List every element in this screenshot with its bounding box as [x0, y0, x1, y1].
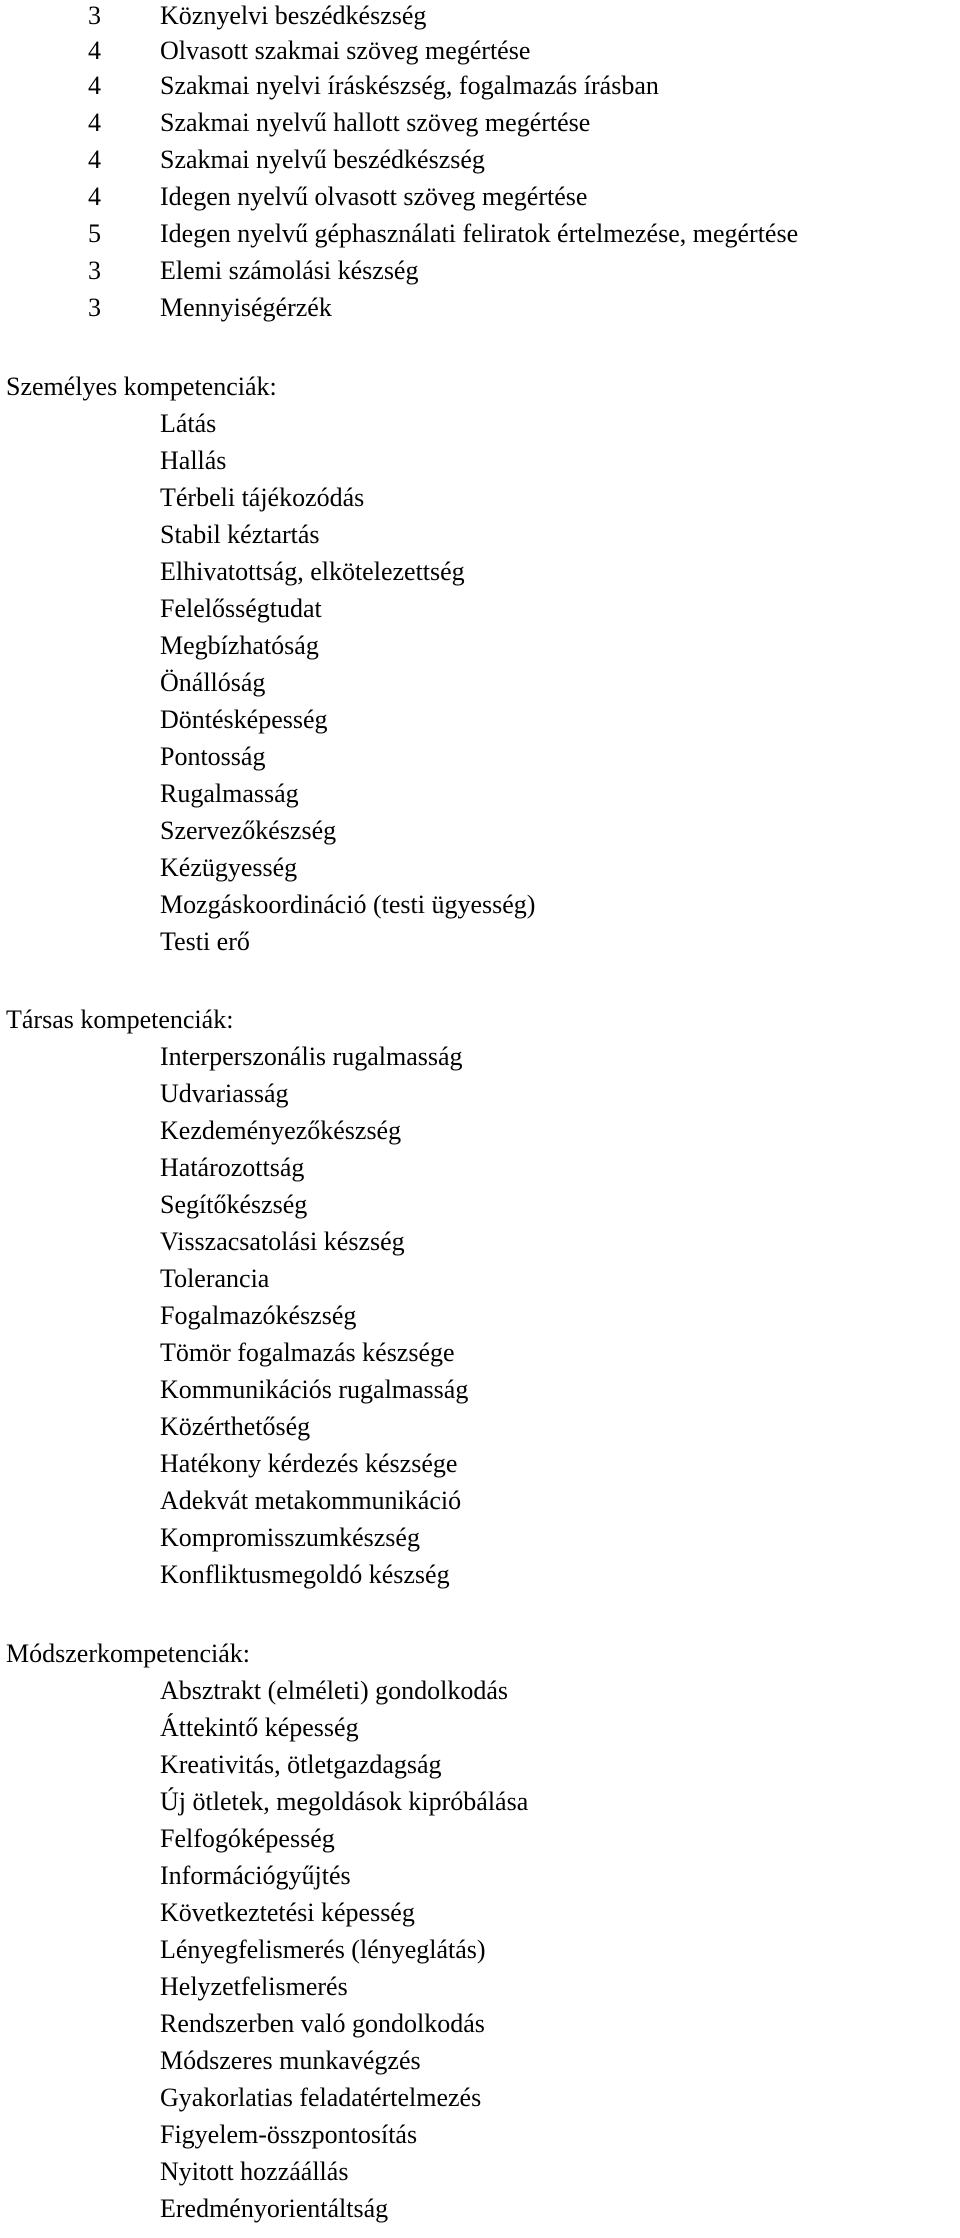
skill-level-number: 5 — [88, 219, 101, 248]
skill-level-number: 4 — [88, 182, 101, 211]
skill-level-name: Mennyiségérzék — [160, 293, 332, 322]
list-item: Nyitott hozzáállás — [160, 2157, 349, 2186]
list-item: Közérthetőség — [160, 1412, 311, 1441]
list-item: Áttekintő képesség — [160, 1713, 359, 1742]
skill-level-number: 3 — [88, 256, 101, 285]
list-item: Adekvát metakommunikáció — [160, 1486, 462, 1515]
list-item: Lényegfelismerés (lényeglátás) — [160, 1935, 486, 1964]
section-heading-social: Társas kompetenciák: — [6, 1005, 234, 1034]
list-item: Felfogóképesség — [160, 1824, 335, 1853]
list-item: Tolerancia — [160, 1264, 270, 1293]
list-item: Döntésképesség — [160, 705, 328, 734]
skill-level-name: Szakmai nyelvi íráskészség, fogalmazás írásban — [160, 71, 659, 100]
list-item: Tömör fogalmazás készsége — [160, 1338, 455, 1367]
list-item: Pontosság — [160, 742, 266, 771]
list-item: Megbízhatóság — [160, 631, 319, 660]
list-item: Visszacsatolási készség — [160, 1227, 405, 1256]
list-item: Eredményorientáltság — [160, 2194, 389, 2223]
skill-level-name: Olvasott szakmai szöveg megértése — [160, 36, 531, 65]
list-item: Gyakorlatias feladatértelmezés — [160, 2083, 482, 2112]
list-item: Térbeli tájékozódás — [160, 483, 365, 512]
list-item: Kompromisszumkészség — [160, 1523, 420, 1552]
skill-level-name: Elemi számolási készség — [160, 256, 419, 285]
list-item: Konfliktusmegoldó készség — [160, 1560, 450, 1589]
skill-level-number: 4 — [88, 71, 101, 100]
list-item: Következtetési képesség — [160, 1898, 415, 1927]
section-heading-method: Módszerkompetenciák: — [6, 1639, 251, 1668]
list-item: Látás — [160, 409, 217, 438]
list-item: Absztrakt (elméleti) gondolkodás — [160, 1676, 509, 1705]
skill-level-name: Idegen nyelvű olvasott szöveg megértése — [160, 182, 588, 211]
list-item: Hatékony kérdezés készsége — [160, 1449, 458, 1478]
list-item: Felelősségtudat — [160, 594, 322, 623]
skill-level-name: Szakmai nyelvű beszédkészség — [160, 145, 485, 174]
list-item: Rugalmasság — [160, 779, 299, 808]
list-item: Fogalmazókészség — [160, 1301, 357, 1330]
skill-level-number: 4 — [88, 36, 101, 65]
list-item: Kreativitás, ötletgazdagság — [160, 1750, 442, 1779]
skill-level-number: 4 — [88, 145, 101, 174]
list-item: Mozgáskoordináció (testi ügyesség) — [160, 890, 536, 919]
section-heading-personal: Személyes kompetenciák: — [6, 372, 277, 401]
list-item: Rendszerben való gondolkodás — [160, 2009, 485, 2038]
list-item: Figyelem-összpontosítás — [160, 2120, 418, 2149]
list-item: Kommunikációs rugalmasság — [160, 1375, 469, 1404]
list-item: Szervezőkészség — [160, 816, 337, 845]
list-item: Új ötletek, megoldások kipróbálása — [160, 1787, 529, 1816]
skill-level-name: Köznyelvi beszédkészség — [160, 1, 427, 30]
skill-level-name: Idegen nyelvű géphasználati feliratok értelmezése, megértése — [160, 219, 799, 248]
skill-level-number: 3 — [88, 1, 101, 30]
skill-level-number: 3 — [88, 293, 101, 322]
list-item: Udvariasság — [160, 1079, 289, 1108]
list-item: Interperszonális rugalmasság — [160, 1042, 463, 1071]
list-item: Határozottság — [160, 1153, 305, 1182]
list-item: Kezdeményezőkészség — [160, 1116, 402, 1145]
list-item: Önállóság — [160, 668, 266, 697]
list-item: Kézügyesség — [160, 853, 298, 882]
list-item: Helyzetfelismerés — [160, 1972, 348, 2001]
skill-level-number: 4 — [88, 108, 101, 137]
list-item: Elhivatottság, elkötelezettség — [160, 557, 465, 586]
list-item: Testi erő — [160, 927, 250, 956]
skill-level-name: Szakmai nyelvű hallott szöveg megértése — [160, 108, 591, 137]
list-item: Hallás — [160, 446, 227, 475]
list-item: Segítőkészség — [160, 1190, 308, 1219]
list-item: Módszeres munkavégzés — [160, 2046, 421, 2075]
list-item: Információgyűjtés — [160, 1861, 351, 1890]
list-item: Stabil kéztartás — [160, 520, 320, 549]
